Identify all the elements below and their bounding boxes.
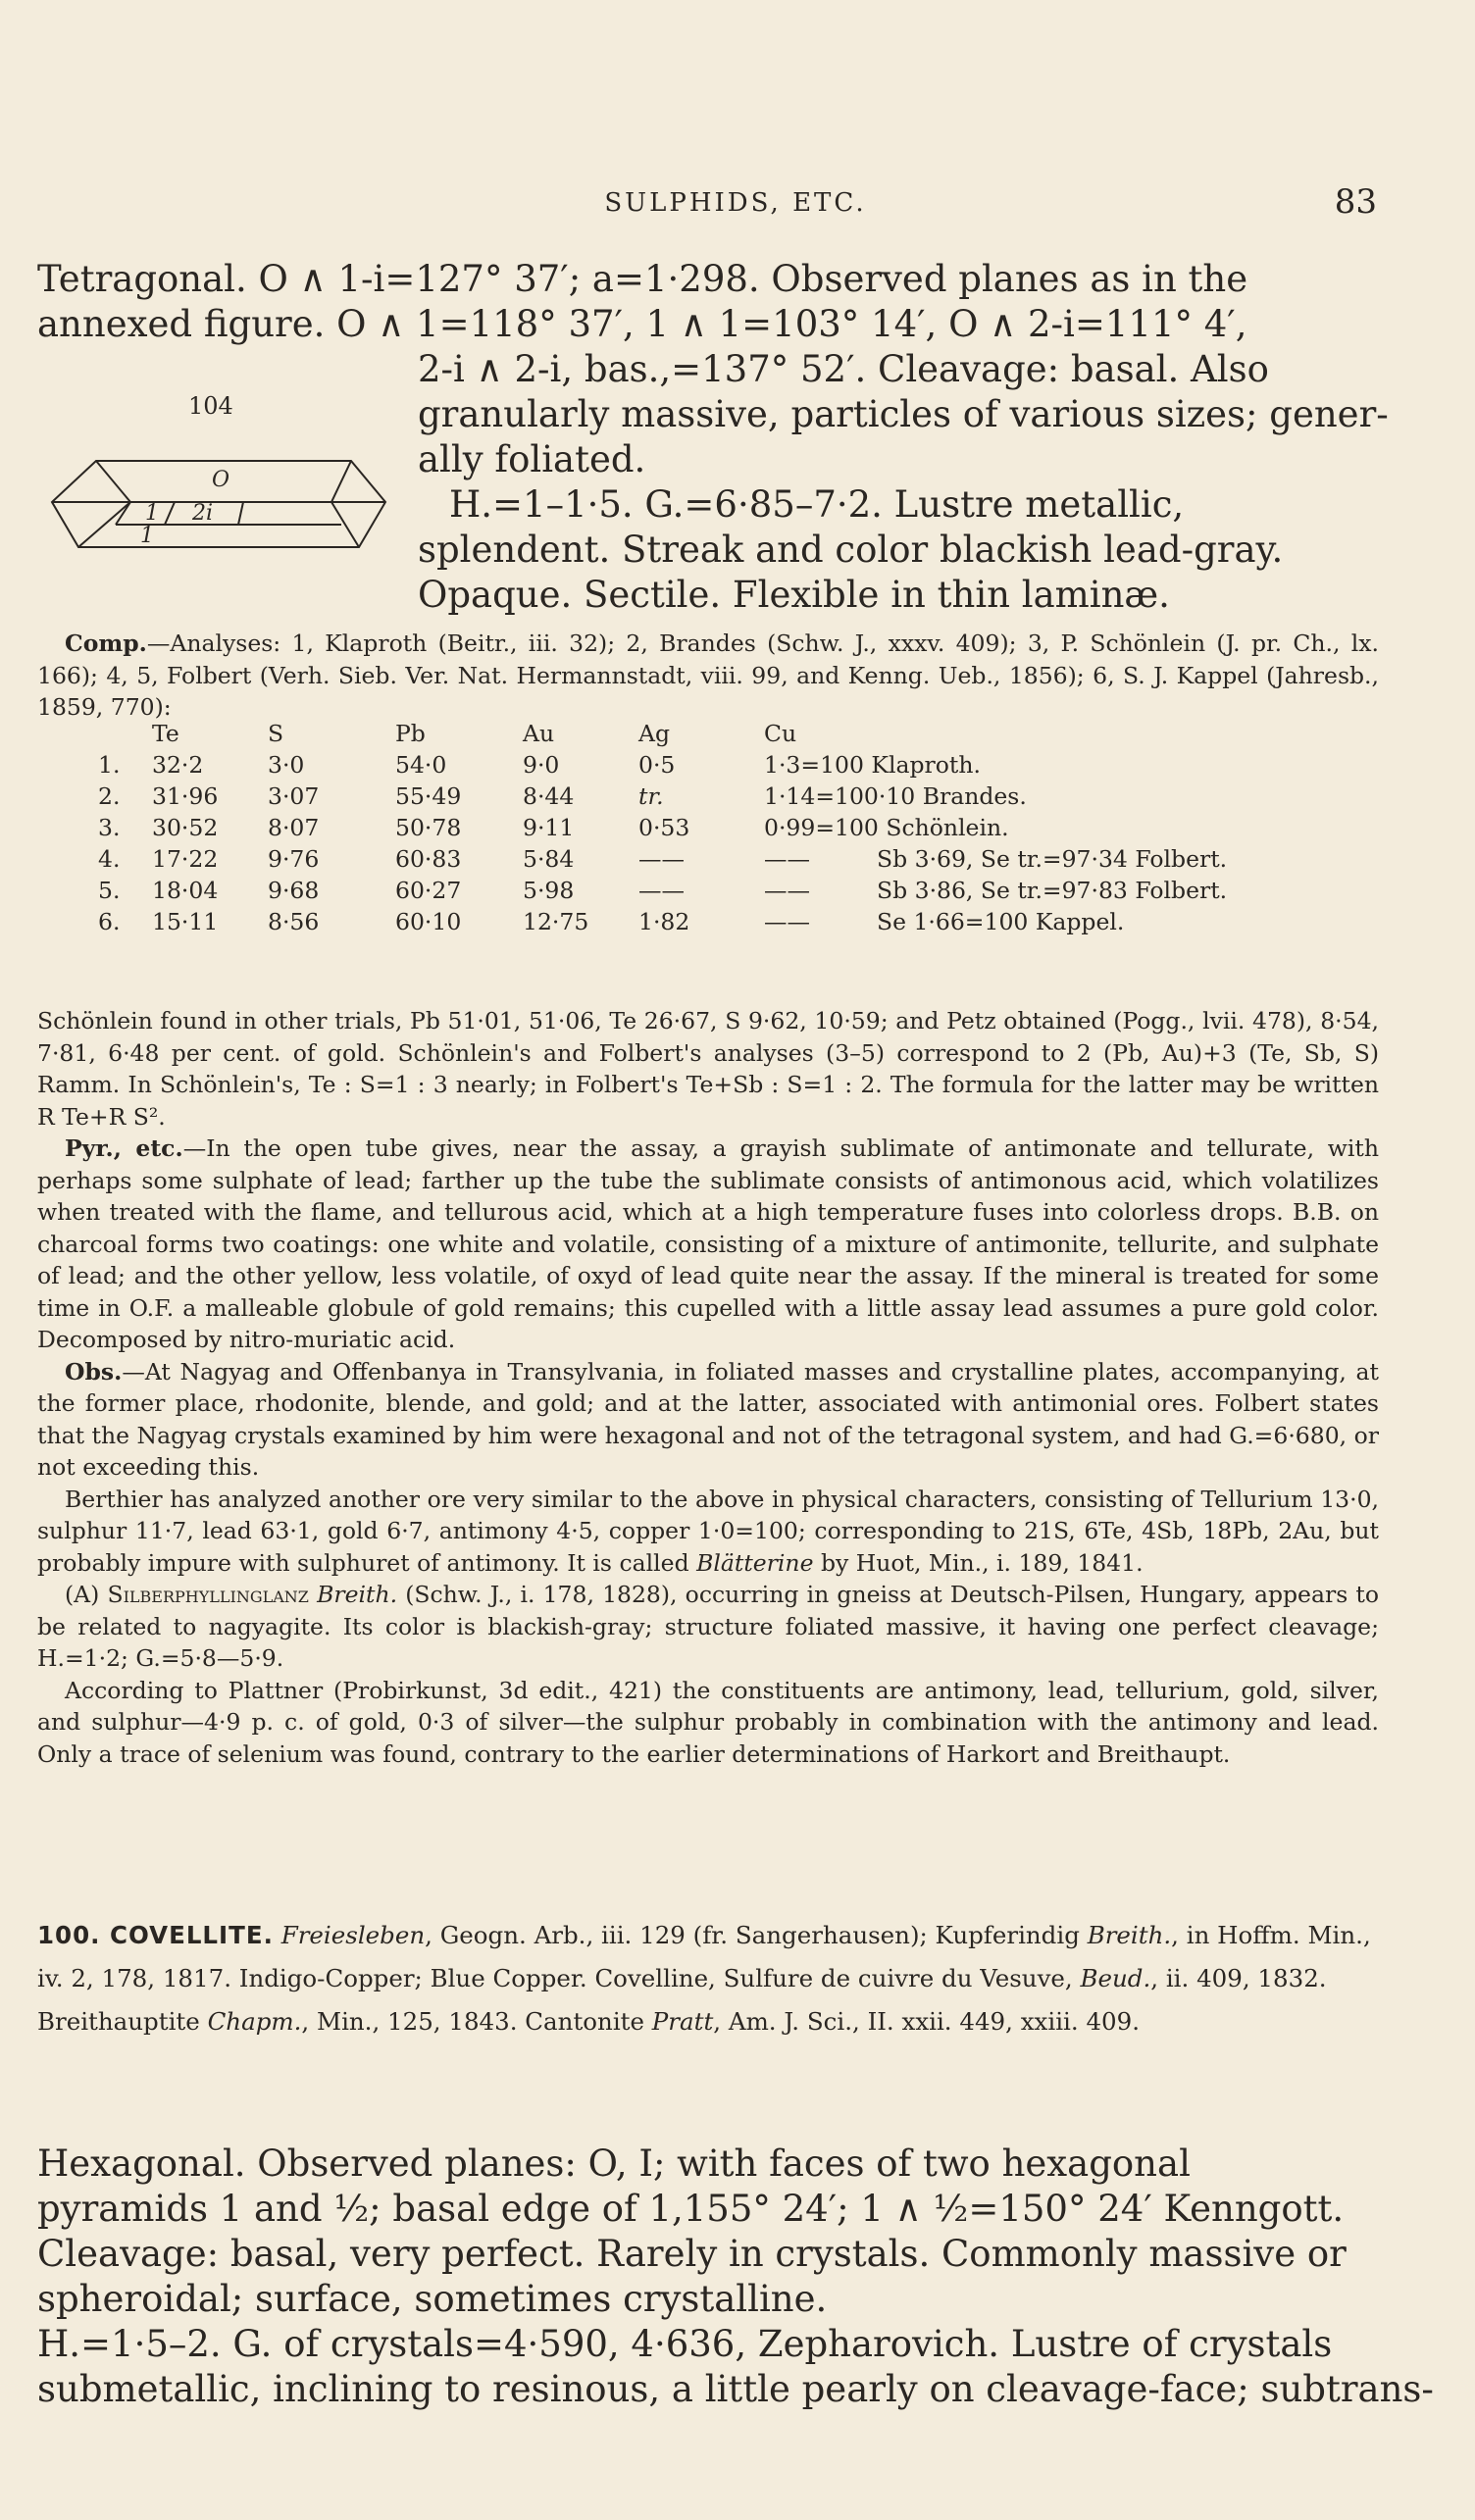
crystal-edge [96,461,130,502]
table-row: 6. 15·11 8·56 60·10 12·75 1·82 —— Se 1·66=100 Kappel. [98,908,1125,935]
table-row: 5. 18·04 9·68 60·27 5·98 —— —— Sb 3·86, Se tr.=97·83 Folbert. [98,877,1228,904]
page-number: 83 [1334,182,1377,222]
table-row: 1. 32·2 3·0 54·0 9·0 0·5 1·3=100 Klaproth. [98,751,981,779]
berthier-para: Berthier has analyzed another ore very similar to the above in physical characters, consisting of Tellurium 13·0, sulphur 11·7, lead 63·1, gold 6·7, antimony 4·5, copper 1·0=100; corresponding to 21S, 6Te, 4Sb, 18Pb, 2Au, but probably impure with sulphuret of antimony. It is called Blätterine by Huot, Min., i. 189, 1841. [37,1485,1379,1577]
face-label: O [212,468,230,492]
lead-line: splendent. Streak and color blackish lead-gray. [418,529,1284,571]
composition-para [37,628,1379,724]
running-head: SULPHIDS, ETC. [604,188,867,218]
crystal-edge [165,502,175,525]
plattner-para: According to Plattner (Probirkunst, 3d edit., 421) the constituents are antimony, lead, tellurium, gold, silver, and sulphur—4·9 p. c. of gold, 0·3 of silver—the sulphur probably in combination with the antimony and lead. Only a trace of selenium was found, contrary to the earlier determinations of Harkort and Breithaupt. [37,1676,1379,1768]
figure-number: 104 [188,392,233,420]
lead-line: pyramids 1 and ½; basal edge of 1,155° 24′; 1 ∧ ½=150° 24′ Kenngott. [37,2188,1345,2230]
schonlein-para: Schönlein found in other trials, Pb 51·01, 51·06, Te 26·67, S 9·62, 10·59; and Petz obtained (Pogg., lvii. 478), 8·54, 7·81, 6·48 per cent. of gold. Schönlein's and Folbert's analyses (3–5) correspond to 2 (Pb, Au)+3 (Te, Sb, S) Ramm. In Schönlein's, Te : S=1 : 3 nearly; in Folbert's Te+Sb : S=1 : 2. The formula for the latter may be written R Te+R S². [37,1007,1379,1131]
lead-line: annexed figure. O ∧ 1=118° 37′, 1 ∧ 1=103° 14′, O ∧ 2-i=111° 4′, [37,303,1247,345]
silber-para: (A) Silberphyllinglanz Breith. (Schw. J., i. 178, 1828), occurring in gneiss at Deutsch-Pilsen, Hungary, appears to be related to nagyagite. Its color is blackish-gray; structure foliated massive, it having one perfect cleavage; H.=1·2; G.=5·8—5·9. [37,1581,1379,1672]
lead-line: Opaque. Sectile. Flexible in thin laminæ. [418,574,1170,616]
face-label: 1 [145,501,159,526]
crystal-edge [238,502,243,525]
table-row: 2. 31·96 3·07 55·49 8·44 tr. 1·14=100·10 Brandes. [98,782,1027,810]
lead-line: ally foliated. [418,438,646,480]
lead-line: H.=1·5–2. G. of crystals=4·590, 4·636, Zepharovich. Lustre of crystals [37,2323,1333,2365]
table-row: 3. 30·52 8·07 50·78 9·11 0·53 0·99=100 Schönlein. [98,814,1009,841]
table-row: 4. 17·22 9·76 60·83 5·84 —— —— Sb 3·69, Se tr.=97·34 Folbert. [98,845,1228,873]
comp-text: —Analyses: 1, Klaproth (Beitr., iii. 32); 2, Brandes (Schw. J., xxxv. 409); 3, P. Schönlein (J. pr. Ch., lx. 166); 4, 5, Folbert (Verh. Sieb. Ver. Nat. Hermannstadt, viii. 99, and Kenng. Ueb., 1856); 6, S. J. Kappel (Jahresb., 1859, 770): [37,630,1379,721]
crystal-figure [47,431,400,569]
lead-line: submetallic, inclining to resinous, a little pearly on cleavage-face; subtrans- [37,2368,1434,2410]
lead-line: Hexagonal. Observed planes: O, I; with faces of two hexagonal [37,2142,1191,2185]
covellite-description [37,2142,1434,2412]
covellite-heading: 100. COVELLITE. [37,1921,274,1949]
notes-text [37,1005,1379,1770]
table-header-row: Te S Pb Au Ag Cu [152,720,797,747]
lead-line: H.=1–1·5. G.=6·85–7·2. Lustre metallic, [449,483,1185,526]
pyr-para: Pyr., etc.—In the open tube gives, near the assay, a grayish sublimate of antimonate and tellurate, with perhaps some sulphate of lead; farther up the tube the sublimate consists of antimonous acid, which volatilizes when treated with the flame, and tellurous acid, which at a high temperature fuses into colorless drops. B.B. on charcoal forms two coatings: one white and volatile, consisting of a mixture of antimonite, tellurite, and sulphate of lead; and the other yellow, less volatile, of oxyd of lead quite near the assay. If the mineral is treated for some time in O.F. a malleable globule of gold remains; this cupelled with a little assay lead assumes a pure gold color. Decomposed by nitro-muriatic acid. [37,1134,1380,1353]
obs-para: Obs.—At Nagyag and Offenbanya in Transylvania, in foliated masses and crystalline plates, accompanying, at the former place, rhodonite, blende, and gold; and at the latter, associated with antimonial ores. Folbert states that the Nagyag crystals examined by him were hexagonal and not of the tetragonal system, and had G.=6·680, or not exceeding this. [37,1357,1379,1481]
lead-line: Tetragonal. O ∧ 1-i=127° 37′; a=1·298. Observed planes as in the [37,258,1248,300]
analyses-table [98,718,1227,937]
lead-line: spheroidal; surface, sometimes crystalline. [37,2278,828,2320]
lead-line: granularly massive, particles of various sizes; gener- [418,393,1389,435]
lead-line: 2-i ∧ 2-i, bas.,=137° 52′. Cleavage: basal. Also [418,348,1269,390]
comp-label: Comp. [65,630,147,657]
lead-line: Cleavage: basal, very perfect. Rarely in crystals. Commonly massive or [37,2233,1347,2275]
face-label: 1 [140,524,154,548]
crystal-edge [331,461,351,502]
face-label: 2i [192,501,214,526]
covellite-entry: 100. COVELLITE. Freiesleben, Geogn. Arb., iii. 129 (fr. Sangerhausen); Kupferindig Breith., in Hoffm. Min., iv. 2, 178, 1817. Indigo-Copper; Blue Copper. Covelline, Sulfure de cuivre du Vesuve, Beud., ii. 409, 1832. Breithauptite Chapm., Min., 125, 1843. Cantonite Pratt, Am. J. Sci., II. xxii. 449, xxiii. 409. [37,1921,1371,2036]
